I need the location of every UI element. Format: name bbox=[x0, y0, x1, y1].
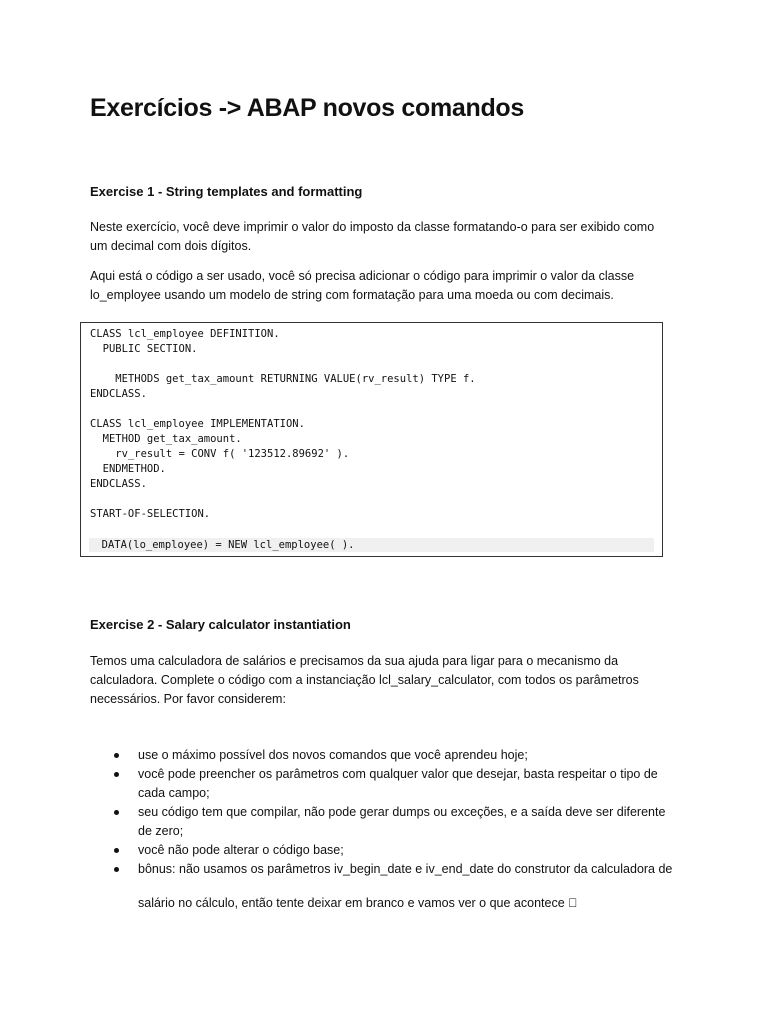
code-line: DATA(lo_employee) = NEW lcl_employee( ). bbox=[89, 538, 654, 552]
exercise-2-paragraph bbox=[90, 652, 690, 709]
exercise-1-paragraph-2 bbox=[90, 267, 690, 305]
paragraph-line: Neste exercício, você deve imprimir o valor do imposto da classe formatando-o para ser exibido como bbox=[90, 220, 655, 234]
code-block bbox=[80, 322, 663, 557]
requirements-list bbox=[90, 746, 690, 879]
code-line: ENDMETHOD. bbox=[90, 463, 166, 475]
paragraph-line: um decimal com dois dígitos. bbox=[90, 239, 252, 253]
page-title: Exercícios -> ABAP novos comandos bbox=[90, 94, 524, 122]
code-line: PUBLIC SECTION. bbox=[90, 343, 198, 355]
code-line: CLASS lcl_employee IMPLEMENTATION. bbox=[90, 418, 305, 430]
list-item bbox=[90, 803, 690, 841]
paragraph-line: Temos uma calculadora de salários e precisamos da sua ajuda para ligar para o mecanismo da bbox=[90, 654, 619, 668]
code-line: ENDCLASS. bbox=[90, 388, 147, 400]
paragraph-line: lo_employee usando um modelo de string com formatação para uma moeda ou com decimais. bbox=[90, 288, 614, 302]
exercise-2-heading: Exercise 2 - Salary calculator instantiation bbox=[90, 617, 351, 632]
list-item bbox=[90, 860, 690, 879]
code-line: rv_result = CONV f( '123512.89692' ). bbox=[90, 448, 350, 460]
bullet-icon bbox=[114, 867, 119, 872]
code-line: METHOD get_tax_amount. bbox=[90, 433, 242, 445]
list-item-text: cada campo; bbox=[138, 786, 210, 800]
list-item bbox=[90, 746, 690, 765]
list-item-text: de zero; bbox=[138, 824, 184, 838]
list-item-text: bônus: não usamos os parâmetros iv_begin_date e iv_end_date do construtor da calculadora de bbox=[138, 862, 673, 876]
list-item bbox=[90, 841, 690, 860]
paragraph-line: necessários. Por favor considerem: bbox=[90, 692, 286, 706]
list-item-text: você pode preencher os parâmetros com qualquer valor que desejar, basta respeitar o tipo de bbox=[138, 767, 658, 781]
list-item-text: seu código tem que compilar, não pode gerar dumps ou exceções, e a saída deve ser diferente bbox=[138, 805, 666, 819]
bullet-icon bbox=[114, 810, 119, 815]
code-line: CLASS lcl_employee DEFINITION. bbox=[90, 328, 280, 340]
code-line: METHODS get_tax_amount RETURNING VALUE(rv_result) TYPE f. bbox=[90, 373, 476, 385]
list-item-text: use o máximo possível dos novos comandos que você aprendeu hoje; bbox=[138, 748, 528, 762]
exercise-1-heading: Exercise 1 - String templates and formatting bbox=[90, 184, 363, 199]
paragraph-line: calculadora. Complete o código com a instanciação lcl_salary_calculator, com todos os parâmetros bbox=[90, 673, 639, 687]
list-item bbox=[90, 765, 690, 803]
list-item-text: você não pode alterar o código base; bbox=[138, 843, 344, 857]
bonus-continuation-text: salário no cálculo, então tente deixar em branco e vamos ver o que acontece bbox=[138, 896, 565, 910]
exercise-1-paragraph-1 bbox=[90, 218, 690, 256]
code-line: START-OF-SELECTION. bbox=[90, 508, 211, 520]
bullet-icon bbox=[114, 772, 119, 777]
bullet-icon bbox=[114, 753, 119, 758]
bullet-icon bbox=[114, 848, 119, 853]
code-line: ENDCLASS. bbox=[90, 478, 147, 490]
paragraph-line: Aqui está o código a ser usado, você só precisa adicionar o código para imprimir o valor da classe bbox=[90, 269, 635, 283]
